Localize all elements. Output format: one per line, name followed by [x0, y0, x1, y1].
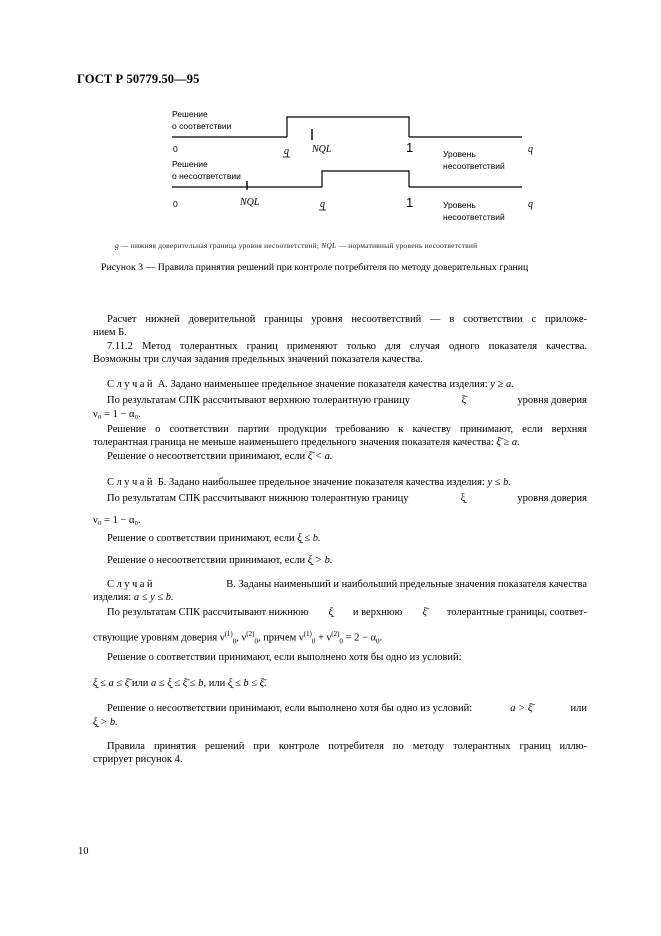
- case-v-p3-line1: [107, 702, 587, 715]
- case-v-cond2: a ≤ ξ̰ ≤ ξ̄ ≤ b,: [151, 678, 207, 689]
- case-a-y: y: [490, 379, 495, 390]
- top-one: 1: [406, 140, 414, 155]
- case-v-text: В. Заданы наименьший и наибольший предельные значения показателя качества: [226, 579, 587, 590]
- case-v-p1-line2: ствующие уровням доверия $\nu^{(1)}_0$, $\nu^{(2)}_0$, причем $\nu^{(1)}_0 + \nu^{(2)}_0 = 2 - \alpha_0$.: [93, 630, 383, 646]
- case-b-p2-text: Решение о соответствии принимают, если: [107, 533, 295, 544]
- case-v-p3-f1: a > ξ̄: [510, 703, 533, 714]
- para2-line1: 7.11.2 Метод толерантных границ применяют только для случая одного показателя качества.: [107, 341, 587, 352]
- case-v-p1-line2b: , причем: [257, 632, 297, 644]
- page-number: 10: [78, 846, 89, 857]
- case-b-label: Случай: [107, 477, 156, 488]
- legend-nql: NQL: [321, 241, 337, 250]
- case-a-p1-line1: [107, 394, 587, 407]
- top-axis-line1: Уровень: [443, 149, 476, 159]
- case-v-p1-line1: [107, 606, 587, 619]
- case-a-p3-text: Решение о несоответствии принимают, если: [107, 451, 306, 462]
- para1-line1: Расчет нижней доверительной границы уровня несоответствий — в соответствии с приложе-: [107, 314, 587, 325]
- figure-caption: Рисунок 3 — Правила принятия решений при контроле потребителя по методу доверительных границ: [101, 262, 529, 273]
- nu2-again-sub: 0: [339, 637, 343, 646]
- bottom-label-line1: Решение: [172, 159, 208, 169]
- case-a-p1-xi: ξ̄: [461, 395, 467, 406]
- alpha-sub: 0: [376, 637, 380, 646]
- nu2-sup: (2): [246, 630, 255, 638]
- case-b-y: y: [487, 477, 493, 488]
- top-acceptance-box: [287, 117, 409, 137]
- case-a-p3-formula: ξ̄ < a.: [307, 451, 333, 462]
- case-a-p1-tail: уровня доверия: [517, 395, 587, 406]
- top-axis-q: q: [528, 144, 533, 155]
- case-b-p1-text: По результатам СПК рассчитывают нижнюю толерантную границу: [107, 493, 409, 504]
- nu2-again-sup: (2): [331, 630, 340, 638]
- bottom-one: 1: [406, 195, 414, 210]
- case-a-p2-line2: [93, 436, 520, 449]
- case-b-p3-formula: ξ̰ > b.: [307, 555, 333, 566]
- case-b-rel: ≤: [494, 477, 501, 488]
- case-v-line2-text: изделия:: [93, 592, 132, 603]
- case-v-or1: или: [131, 678, 149, 689]
- nu1-sub: 0: [232, 637, 237, 646]
- case-v-p3-or: или: [570, 703, 587, 714]
- bottom-axis-line1: Уровень: [443, 200, 476, 210]
- legend-text1: — нижняя доверительная граница уровня несоответствий;: [118, 241, 322, 250]
- case-v-label: Случай: [107, 579, 156, 590]
- nu1-again: ν: [298, 632, 304, 644]
- top-zero: 0: [173, 144, 178, 154]
- case-v-p2: Решение о соответствии принимают, если выполнено хотя бы одно из условий:: [107, 652, 462, 663]
- figure-legend: [115, 241, 477, 250]
- case-b-b: b.: [503, 477, 512, 488]
- case-a-rel: ≥: [497, 379, 504, 390]
- case-a-p1-line2: ν₀ = 1 − α₀.: [93, 409, 141, 420]
- nu1-again-sup: (1): [303, 630, 312, 638]
- figure-3: [150, 95, 550, 230]
- case-v-p1-line2a: ствующие уровням доверия: [93, 632, 218, 644]
- para1-line2: нием Б.: [93, 327, 127, 338]
- bottom-q-lower: q: [320, 199, 325, 210]
- top-q-lower: q: [284, 146, 289, 157]
- top-axis-line2: несоответствий: [443, 161, 505, 171]
- case-b-text: Б. Задано наибольшее предельное значение показателя качества изделия:: [157, 477, 485, 488]
- case-v-line2: [93, 591, 174, 604]
- legend-q: q: [115, 241, 119, 250]
- case-v-heading: [107, 578, 587, 591]
- top-nql: NQL: [312, 144, 332, 155]
- case-v-p3-f2: ξ̰ > b.: [93, 717, 118, 728]
- nu2: ν: [241, 632, 247, 644]
- case-v-or2: или: [208, 678, 226, 689]
- case-b-p1-line2: ν₀ = 1 − α₀.: [93, 515, 141, 526]
- case-v-p1-line2c: = 2 − α: [345, 632, 377, 644]
- case-b-p1-xi: ξ̰: [460, 493, 466, 504]
- case-v-cond3: ξ̰ ≤ b ≤ ξ̄.: [227, 678, 267, 689]
- document-header: ГОСТ Р 50779.50—95: [77, 72, 200, 86]
- case-b-p2-formula: ξ̰ ≤ b.: [297, 533, 321, 544]
- case-a-p2-text: толерантная граница не меньше наименьшего предельного значения показателя качества:: [93, 437, 494, 448]
- final-line2: стрирует рисунок 4.: [93, 754, 183, 765]
- para2-line2: Возможны три случая задания предельных значений показателя качества.: [93, 354, 423, 365]
- bottom-nql: NQL: [240, 197, 260, 208]
- case-b-p1-line1: [107, 492, 587, 505]
- case-a-p1-text: По результатам СПК рассчитывают верхнюю толерантную границу: [107, 395, 411, 406]
- case-b-p2: [107, 532, 321, 545]
- case-a-p2-line1: Решение о соответствии партии продукции требованию к качеству принимают, если верхняя: [107, 424, 587, 435]
- case-v-p1-xi2: ξ̄: [422, 607, 427, 618]
- case-v-p3-text: Решение о несоответствии принимают, если выполнено хотя бы одно из условий:: [107, 703, 473, 714]
- nu1: ν: [219, 632, 225, 644]
- bottom-rejection-box: [322, 171, 409, 187]
- legend-text2: — нормативный уровень несоответствий: [336, 241, 478, 250]
- bottom-axis-line2: несоответствий: [443, 212, 505, 222]
- top-label-line1: Решение: [172, 109, 208, 119]
- case-v-p3-line2: [93, 716, 118, 729]
- case-b-p3-text: Решение о несоответствии принимают, если: [107, 555, 306, 566]
- case-a-label: Случай: [107, 379, 156, 390]
- case-a-a: a.: [505, 379, 514, 390]
- decision-diagram: [150, 95, 550, 230]
- case-v-p1-c: толерантные границы, соответ-: [446, 607, 587, 618]
- case-b-p1-tail: уровня доверия: [517, 493, 587, 504]
- case-a-p3: [107, 450, 333, 463]
- bottom-label-line2: о несоответствии: [172, 171, 241, 181]
- case-v-cond: a ≤ y ≤ b.: [133, 592, 174, 603]
- case-v-cond1: ξ̰ ≤ a ≤ ξ̄: [93, 678, 130, 689]
- case-a-p2-formula: ξ̄ ≥ a.: [496, 437, 520, 448]
- bottom-zero: 0: [173, 199, 178, 209]
- nu1-sup: (1): [224, 630, 233, 638]
- final-line1: Правила принятия решений при контроле потребителя по методу толерантных границ иллю-: [107, 741, 587, 752]
- bottom-axis-q: q: [528, 199, 533, 210]
- case-b-heading: [107, 476, 511, 489]
- case-a-text: А. Задано наименьшее предельное значение показателя качества изделия:: [157, 379, 488, 390]
- top-label-line2: о соответствии: [172, 121, 232, 131]
- case-v-p1-b: и верхнюю: [352, 607, 403, 618]
- case-a-heading: [107, 378, 514, 391]
- nu2-again: ν: [326, 632, 332, 644]
- case-v-conditions: [93, 677, 267, 690]
- nu1-again-sub: 0: [311, 637, 316, 646]
- case-v-p1-a: По результатам СПК рассчитывают нижнюю: [107, 607, 309, 618]
- case-v-p1-xi1: ξ̰: [328, 607, 333, 618]
- case-b-p3: [107, 554, 333, 567]
- nu2-sub: 0: [254, 637, 258, 646]
